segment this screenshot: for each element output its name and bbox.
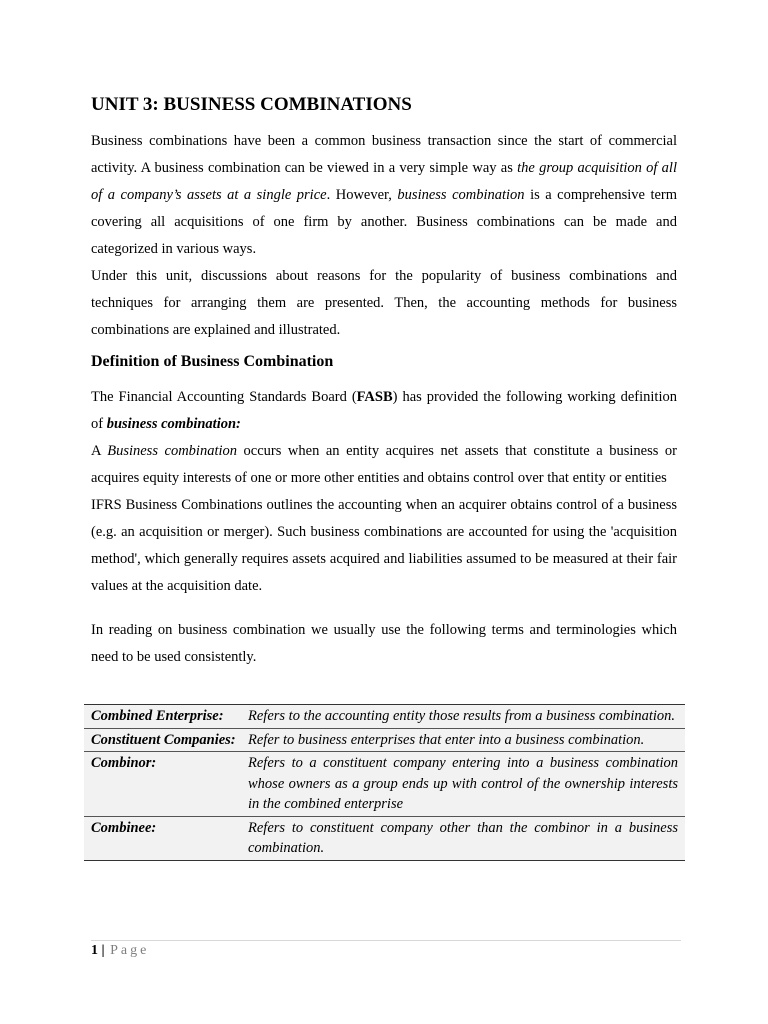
definition-paragraph-2 [91,438,677,492]
document-content [91,92,677,671]
intro-paragraph-1 [91,128,677,263]
footer-separator: | [101,943,105,958]
term-cell: Combinor: [84,752,248,817]
term-cell: Combinee: [84,816,248,860]
page-label: Page [110,943,150,958]
footer-divider [91,940,681,941]
text-run: The Financial Accounting Standards Board ( [91,389,357,405]
table-row [84,705,685,729]
page-footer [91,942,149,960]
page-number: 1 [91,943,98,958]
bold-italic-text: business combination: [106,416,241,432]
definition-cell: Refer to business enterprises that enter into a business combination. [248,728,685,752]
table-row [84,752,685,817]
text-run: ) has provided the following working definition of [91,389,677,432]
paragraph-spacer [91,600,677,617]
term-cell: Combined Enterprise: [84,705,248,729]
table-row [84,816,685,860]
page-title: UNIT 3: BUSINESS COMBINATIONS [91,94,412,115]
definition-paragraph-1 [91,384,677,438]
definition-cell: Refers to the accounting entity those results from a business combination. [248,705,685,729]
terms-table [84,704,685,861]
definition-cell: Refers to constituent company other than the combinor in a business combination. [248,816,685,860]
definition-paragraph-3: IFRS Business Combinations outlines the accounting when an acquirer obtains control of a business (e.g. an acquisition or merger). Such business combinations are accounted for using the 'acquisition method', which generally requires assets acquired and liabilities assumed to be measured at their fair values at the acquisition date. [91,497,677,594]
emphasis-text: business combination [397,187,525,203]
text-run: . However, [326,187,398,203]
intro-paragraph-2: Under this unit, discussions about reasons for the popularity of business combinations and techniques for arranging them are presented. Then, the accounting methods for business combinations are explained and illustrated. [91,268,677,338]
emphasis-text: the group acquisition of all of a company’s assets at a single price [91,160,677,203]
text-run: is a comprehensive term covering all acquisitions of one firm by another. Business combinations can be made and categorized in various ways. [91,187,678,257]
table-row [84,728,685,752]
section-heading-definition: Definition of Business Combination [91,353,334,370]
definition-cell: Refers to a constituent company entering into a business combination whose owners as a group ends up with control of the ownership interests in the combined enterprise [248,752,685,817]
text-run: Business combinations have been a common business transaction since the start of commercial activity. A business combination can be viewed in a very simple way as [91,133,677,176]
strong-text: FASB [356,389,393,405]
text-run: A [91,443,108,459]
definition-paragraph-4: In reading on business combination we usually use the following terms and terminologies which need to be used consistently. [91,622,677,665]
term-cell: Constituent Companies: [84,728,248,752]
text-run: occurs when an entity acquires net assets that constitute a business or acquires equity interests of one or more other entities and obtains control over that entity or entities [91,443,678,486]
emphasis-text: Business combination [107,443,237,459]
